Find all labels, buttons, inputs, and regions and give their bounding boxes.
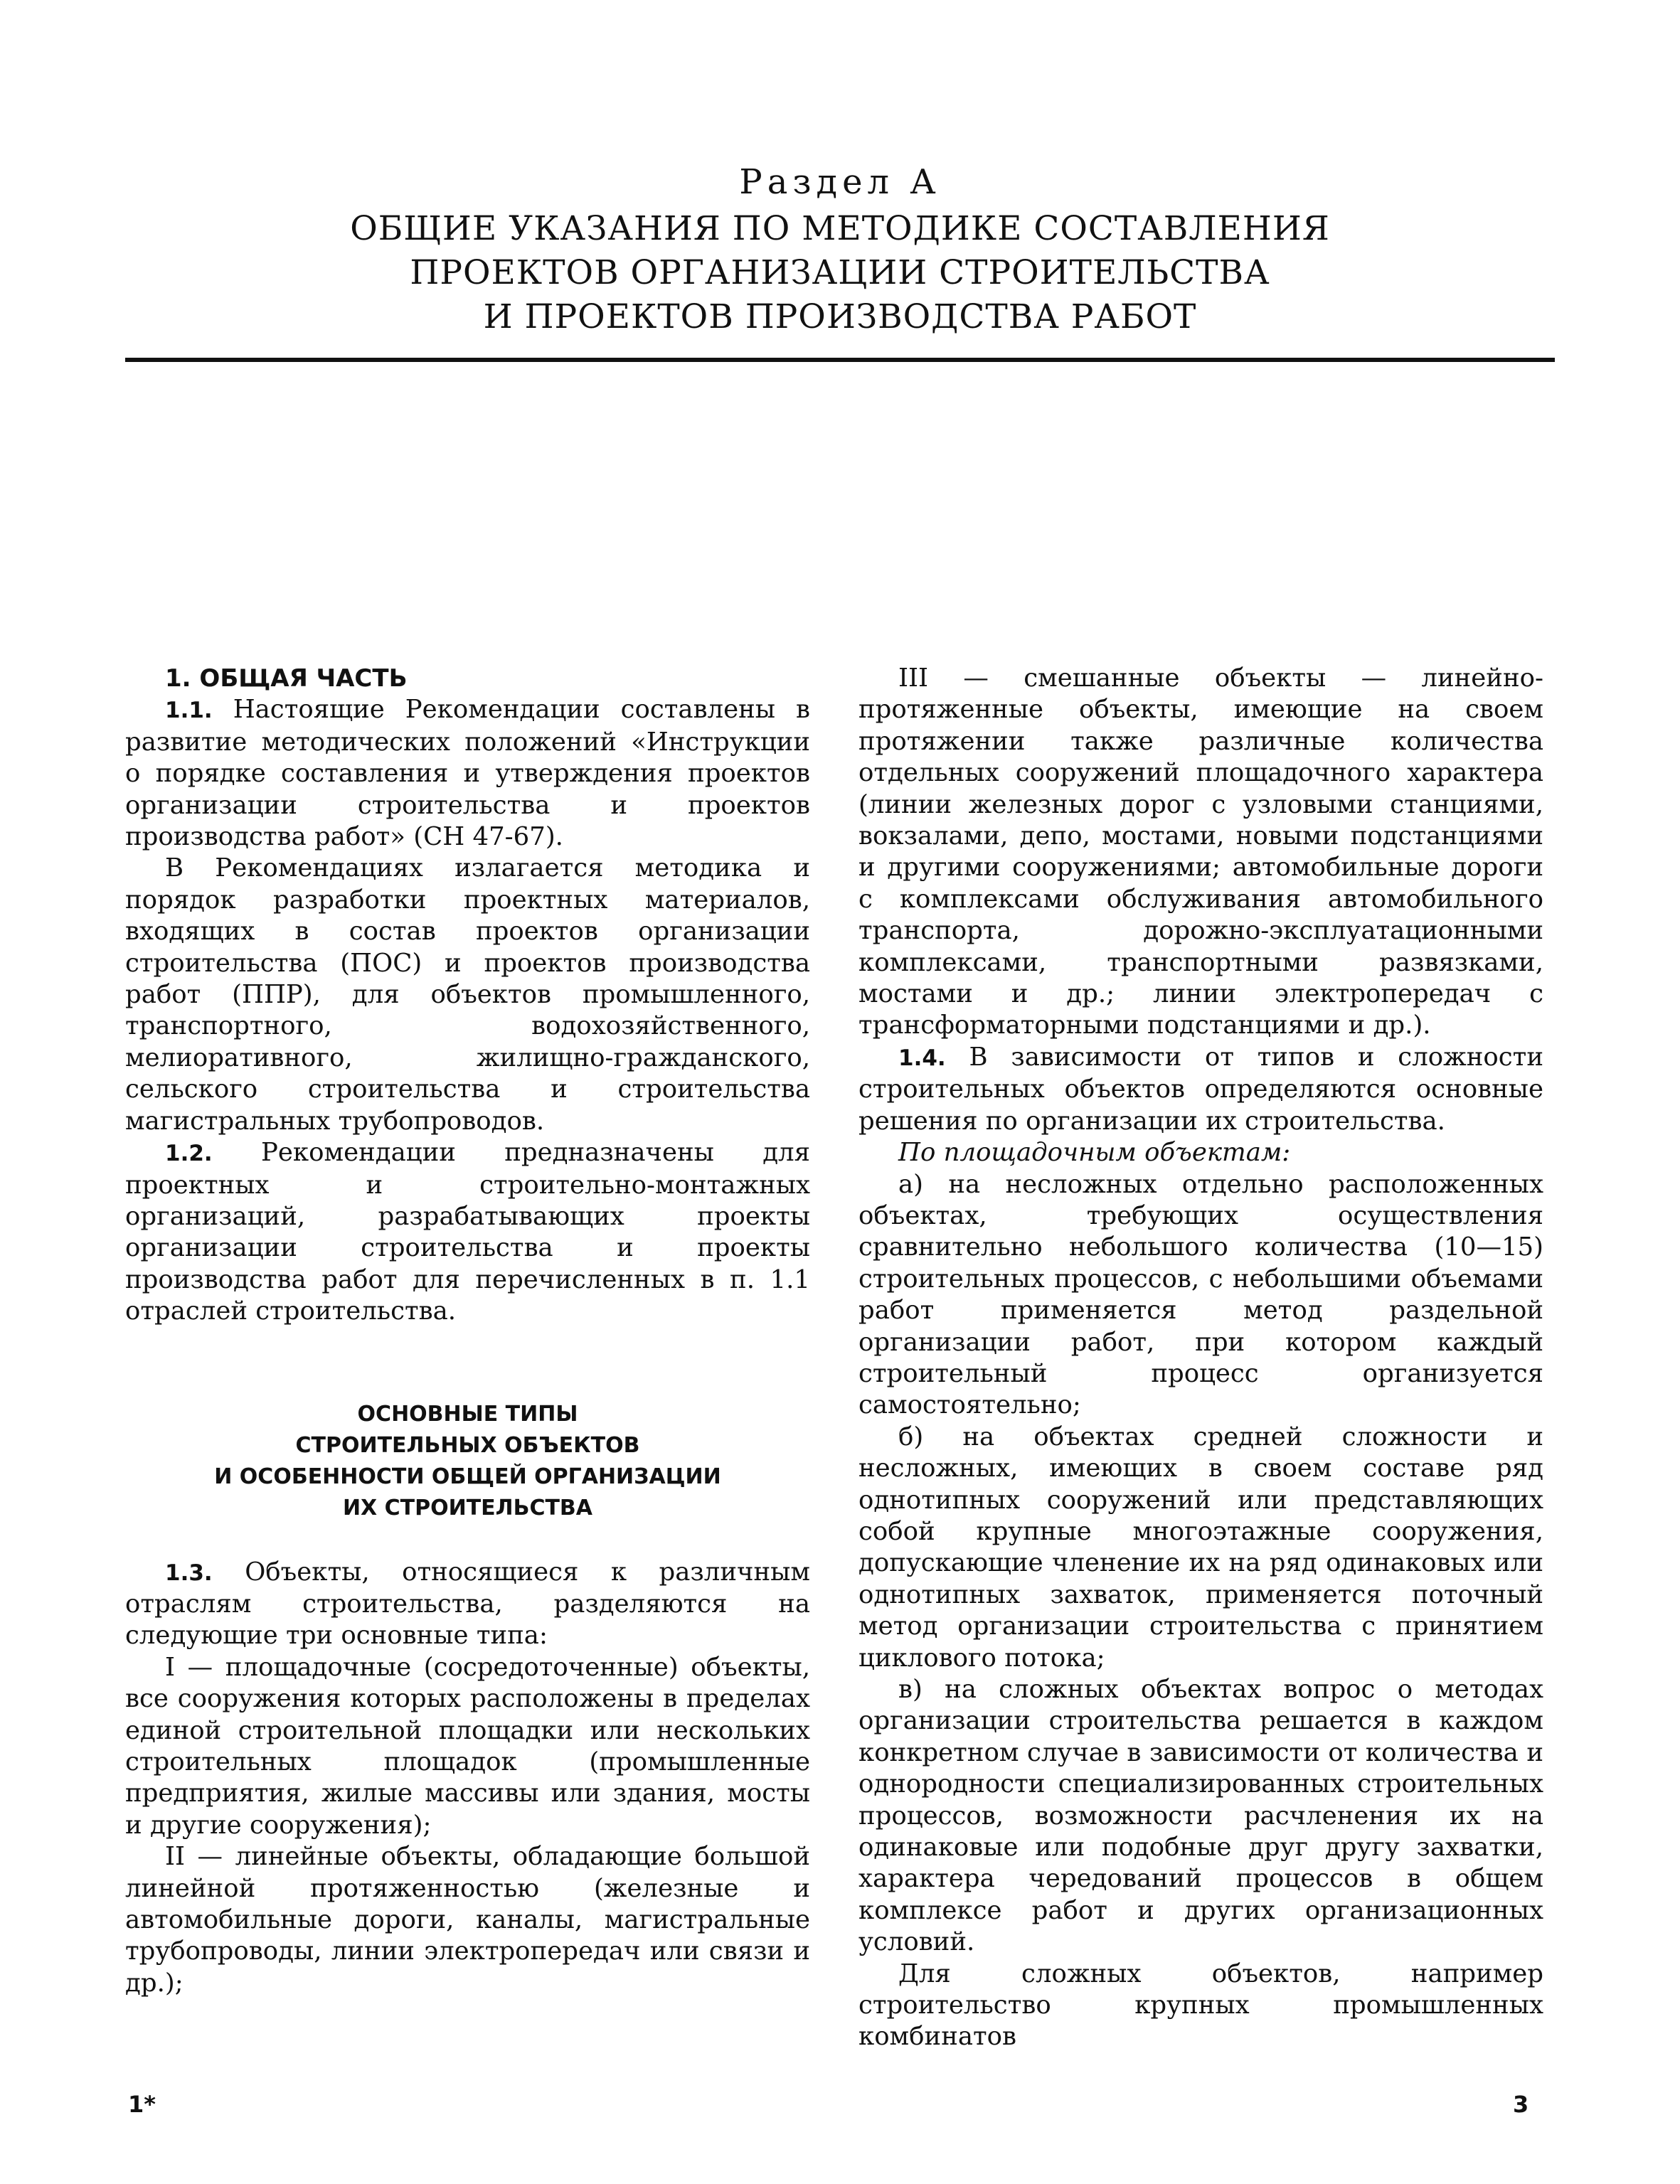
heading-line: СТРОИТЕЛЬНЫХ ОБЪЕКТОВ — [295, 1432, 640, 1458]
page-header — [125, 160, 1555, 339]
italic-subheading: По площадочным объектам: — [898, 1138, 1291, 1168]
type-II-paragraph: II — линейные объекты, обладающие большой линейной протяженностью (железные и автомобильные дороги, каналы, магистральные трубопроводы, линии электропередач или связи и др.); — [125, 1842, 810, 1998]
paragraph-1-3 — [125, 1557, 810, 1652]
paragraph-text: Рекомендации предназначены для проектных и строительно-монтажных организаций, разрабатывающих проекты организации строительства и проекты производства работ для перечисленных в п. 1.1 отраслей строительства. — [125, 1138, 810, 1326]
paragraph-text: Настоящие Рекомендации составлены в развитие методических положений «Инструкции о порядке составления и утверждения проектов организации строительства и проектов производства работ» (СН 47-67). — [125, 695, 810, 852]
left-column — [125, 663, 810, 1999]
paragraph-1-1 — [125, 694, 810, 853]
list-item-a: а) на несложных отдельно расположенных объектах, требующих осуществления сравнительно небольшого количества (10—15) строительных процессов, с небольшими объемами работ применяется метод раздельной организации работ, при котором каждый строительный процесс организуется самостоятельно; — [858, 1169, 1543, 1420]
list-item-b: б) на объектах средней сложности и несложных, имеющих в своем составе ряд однотипных сооружений или представляющих собой крупные многоэтажные сооружения, допускающие членение их на ряд одинаковых или однотипных захваток, применяется поточный метод организации строительства с принятием циклового потока; — [858, 1422, 1543, 1673]
paragraph-1-4 — [858, 1042, 1543, 1137]
type-I-paragraph: I — площадочные (сосредоточенные) объекты, все сооружения которых расположены в пределах единой строительной площадки или нескольких строительных площадок (промышленные предприятия, жилые массивы или здания, мосты и другие сооружения); — [125, 1652, 810, 1840]
list-item-v: в) на сложных объектах вопрос о методах организации строительства решается в каждом конкретном случае в зависимости от количества и однородности специализированных строительных процессов, возможности расчленения их на одинаковые или подобные друг другу захватки, характера чередований процессов в общем комплексе работ и других организационных условий. — [858, 1675, 1543, 1957]
page-number: 3 — [1513, 2091, 1529, 2118]
title-line: ОБЩИЕ УКАЗАНИЯ ПО МЕТОДИКЕ СОСТАВЛЕНИЯ — [350, 209, 1330, 248]
heading-line: И ОСОБЕННОСТИ ОБЩЕЙ ОРГАНИЗАЦИИ — [214, 1464, 721, 1489]
paragraph-text: В зависимости от типов и сложности строительных объектов определяются основные решения по организации их строительства. — [858, 1042, 1543, 1136]
paragraph-text: Объекты, относящиеся к различным отраслям строительства, разделяются на следующие три основные типа: — [125, 1557, 810, 1651]
section-label: Раздел А — [739, 162, 941, 202]
right-column — [858, 663, 1543, 2053]
paragraph-recommendations: В Рекомендациях излагается методика и порядок разработки проектных материалов, входящих в состав проектов организации строительства (ПОС) и проектов производства работ (ППР), для объектов промышленного, транспортного, водохозяйственного, мелиоративного, жилищно-гражданского, сельского строительства и строительства магистральных трубопроводов. — [125, 853, 810, 1136]
paragraph-complex-objects: Для сложных объектов, например строительство крупных промышленных комбинатов — [858, 1959, 1543, 2052]
title-line: И ПРОЕКТОВ ПРОИЗВОДСТВА РАБОТ — [483, 297, 1197, 336]
paragraph-number: 1.1. — [165, 698, 213, 724]
paragraph-1-2 — [125, 1137, 810, 1327]
signature-mark: 1* — [128, 2091, 156, 2118]
heading-object-types — [125, 1399, 810, 1524]
heading-general-part: 1. ОБЩАЯ ЧАСТЬ — [165, 664, 408, 693]
type-III-paragraph: III — смешанные объекты — линейно-протяженные объекты, имеющие на своем протяжении также различные количества отдельных сооружений площадочного характера (линии железных дорог с узловыми станциями, вокзалами, депо, мостами, новыми подстанциями и другими сооружениями; автомобильные дороги с комплексами обслуживания автомобильного транспорта, дорожно-эксплуатационными комплексами, транспортными развязками, мостами и др.; линии электропередач с трансформаторными подстанциями и др.). — [858, 664, 1543, 1040]
header-rule — [125, 358, 1555, 362]
main-title — [125, 207, 1555, 339]
paragraph-number: 1.3. — [165, 1560, 213, 1586]
title-line: ПРОЕКТОВ ОРГАНИЗАЦИИ СТРОИТЕЛЬСТВА — [410, 253, 1270, 292]
paragraph-number: 1.4. — [898, 1045, 946, 1071]
heading-line: ИХ СТРОИТЕЛЬСТВА — [342, 1495, 593, 1520]
paragraph-number: 1.2. — [165, 1141, 213, 1167]
heading-line: ОСНОВНЫЕ ТИПЫ — [357, 1401, 578, 1427]
